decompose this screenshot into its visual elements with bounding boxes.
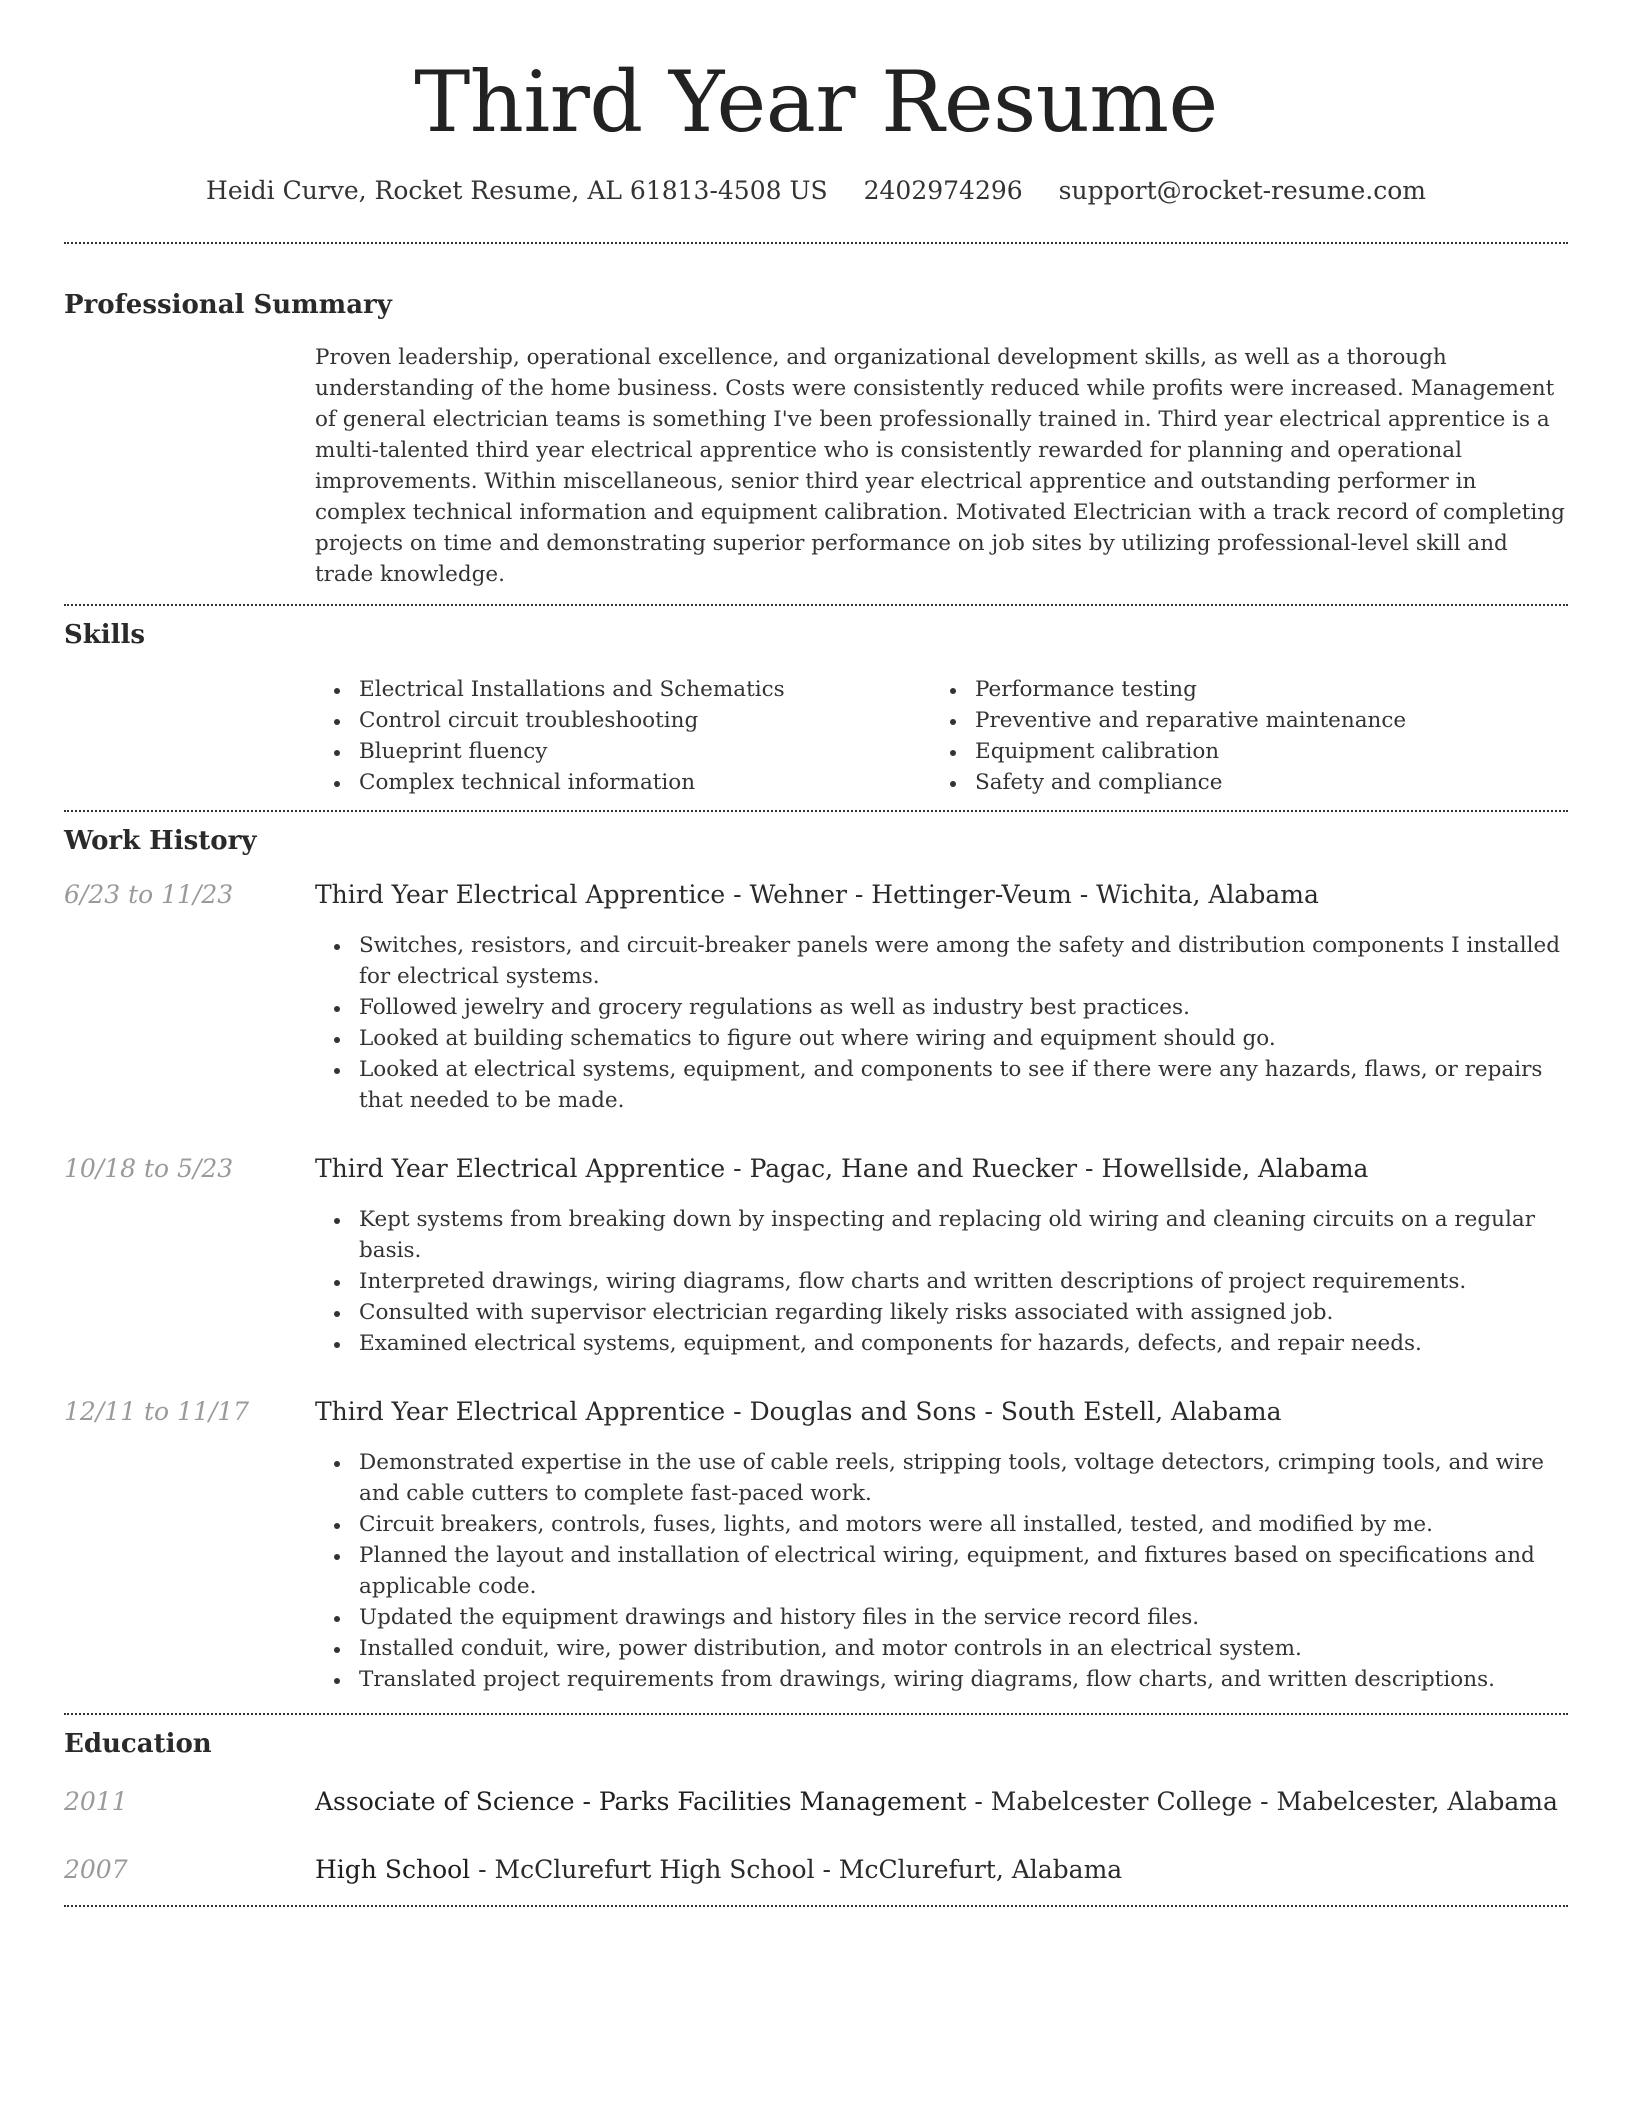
skill-item: Performance testing — [931, 674, 1547, 705]
duty-item: Circuit breakers, controls, fuses, lights, and motors were all installed, tested, and modified by me. — [315, 1509, 1568, 1540]
education-year: 2007 — [64, 1855, 128, 1884]
skill-item: Blueprint fluency — [315, 736, 931, 767]
divider — [64, 1905, 1568, 1907]
education-heading — [315, 1853, 1122, 1887]
skills-column-left — [315, 674, 931, 798]
job-duties — [315, 1204, 1568, 1359]
job-dates: 10/18 to 5/23 — [64, 1154, 234, 1183]
education-degree: High School — [315, 1855, 471, 1884]
job-heading: Third Year Electrical Apprentice - Douglas and Sons - South Estell, Alabama — [315, 1397, 1282, 1426]
section-title-skills: Skills — [64, 620, 146, 650]
skill-item: Equipment calibration — [931, 736, 1547, 767]
contact-line — [64, 174, 1568, 208]
job-heading: Third Year Electrical Apprentice - Wehner - Hettinger-Veum - Wichita, Alabama — [315, 880, 1319, 909]
job-dates: 6/23 to 11/23 — [64, 880, 234, 909]
duty-item: Looked at electrical systems, equipment, and components to see if there were any hazards, flaws, or repairs that needed to be made. — [315, 1054, 1568, 1116]
skill-item: Complex technical information — [315, 767, 931, 798]
duty-item: Followed jewelry and grocery regulations as well as industry best practices. — [315, 992, 1568, 1023]
job-entry — [64, 1395, 1568, 1429]
divider — [64, 810, 1568, 812]
education-entry — [64, 1853, 1568, 1887]
skills-list — [315, 674, 1568, 810]
divider — [64, 604, 1568, 606]
section-title-work-history: Work History — [64, 826, 257, 856]
contact-email: support@rocket-resume.com — [1058, 176, 1426, 205]
education-degree: Associate of Science - Parks Facilities Management — [315, 1787, 967, 1816]
contact-address: Heidi Curve, Rocket Resume, AL 61813-4508 US — [206, 176, 828, 205]
duty-item: Planned the layout and installation of electrical wiring, equipment, and fixtures based on specifications and applicable code. — [315, 1540, 1568, 1602]
education-heading — [315, 1785, 1558, 1819]
duty-item: Consulted with supervisor electrician regarding likely risks associated with assigned job. — [315, 1297, 1568, 1328]
duty-item: Updated the equipment drawings and history files in the service record files. — [315, 1602, 1568, 1633]
contact-phone: 2402974296 — [863, 176, 1023, 205]
skill-item: Control circuit troubleshooting — [315, 705, 931, 736]
education-year: 2011 — [64, 1787, 128, 1816]
page-title: Third Year Resume — [414, 53, 1218, 151]
job-entry — [64, 878, 1568, 912]
job-duties — [315, 930, 1568, 1116]
summary-text: Proven leadership, operational excellence, and organizational development skills, as well as a thorough understanding of the home business. Costs were consistently reduced while profits were increased. Management of general electrician teams is something I've been professionally trained in. Third year electrical apprentice is a multi-talented third year electrical apprentice who is consistently rewarded for planning and operational improvements. Within miscellaneous, senior third year electrical apprentice and outstanding performer in complex technical information and equipment calibration. Motivated Electrician with a track record of completing projects on time and demonstrating superior performance on job sites by utilizing professional-level skill and trade knowledge. — [315, 345, 1565, 587]
divider — [64, 1713, 1568, 1715]
duty-item: Looked at building schematics to figure out where wiring and equipment should go. — [315, 1023, 1568, 1054]
divider — [64, 242, 1568, 244]
duty-item: Demonstrated expertise in the use of cable reels, stripping tools, voltage detectors, crimping tools, and wire and cable cutters to complete fast-paced work. — [315, 1447, 1568, 1509]
job-duties — [315, 1447, 1568, 1695]
skill-item: Electrical Installations and Schematics — [315, 674, 931, 705]
education-school: - McClurefurt High School - McClurefurt, Alabama — [470, 1855, 1123, 1884]
section-title-summary: Professional Summary — [64, 290, 392, 320]
education-entry — [64, 1785, 1568, 1819]
duty-item: Translated project requirements from drawings, wiring diagrams, flow charts, and written descriptions. — [315, 1664, 1568, 1695]
duty-item: Examined electrical systems, equipment, and components for hazards, defects, and repair needs. — [315, 1328, 1568, 1359]
job-dates: 12/11 to 11/17 — [64, 1397, 250, 1426]
section-title-education: Education — [64, 1729, 212, 1759]
job-entry — [64, 1152, 1568, 1186]
skill-item: Preventive and reparative maintenance — [931, 705, 1547, 736]
duty-item: Switches, resistors, and circuit-breaker panels were among the safety and distribution components I installed for electrical systems. — [315, 930, 1568, 992]
skill-item: Safety and compliance — [931, 767, 1547, 798]
duty-item: Kept systems from breaking down by inspecting and replacing old wiring and cleaning circuits on a regular basis. — [315, 1204, 1568, 1266]
job-heading: Third Year Electrical Apprentice - Pagac, Hane and Ruecker - Howellside, Alabama — [315, 1154, 1369, 1183]
education-school: - Mabelcester College - Mabelcester, Alabama — [966, 1787, 1558, 1816]
duty-item: Interpreted drawings, wiring diagrams, flow charts and written descriptions of project requirements. — [315, 1266, 1568, 1297]
duty-item: Installed conduit, wire, power distribution, and motor controls in an electrical system. — [315, 1633, 1568, 1664]
skills-column-right — [931, 674, 1547, 798]
